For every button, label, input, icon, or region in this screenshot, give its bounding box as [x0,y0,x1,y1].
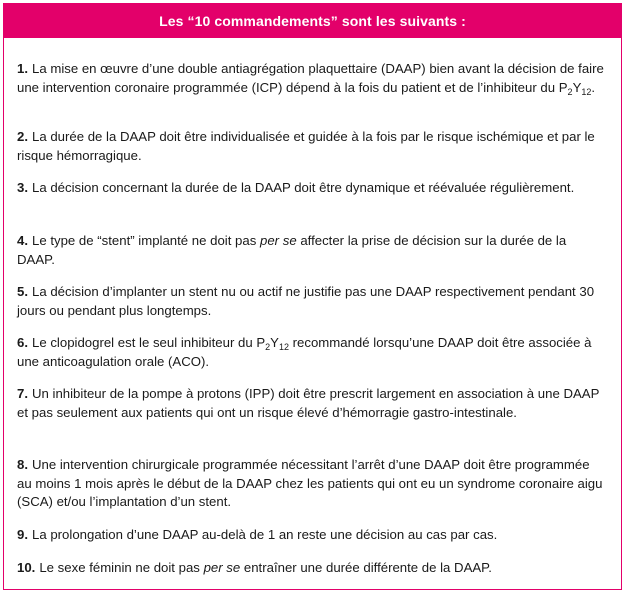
item-text: Le type de “stent” implanté ne doit pas [32,233,260,248]
item-number: 9. [17,527,28,542]
item-text: Un inhibiteur de la pompe à protons (IPP) doit être prescrit largement en association à une DAAP et pas seulement aux patients qui ont un risque élevé d’hémorragie gastro-intestinale. [17,386,600,420]
list-item [17,179,607,198]
item-text: . [591,79,596,95]
subscript: 2 [567,86,573,97]
item-text: La prolongation d’une DAAP au-delà de 1 an reste une décision au cas par cas. [32,527,498,542]
item-text: La décision d’implanter un stent nu ou actif ne justifie pas une DAAP respectivement pendant 30 jours ou pendant plus longtemps. [17,284,595,318]
item-text: Le sexe féminin ne doit pas [39,560,204,575]
item-text: recommandé lorsqu’une DAAP doit être associée à une anticoagulation orale (ACO). [17,335,592,369]
item-text: La durée de la DAAP doit être individualisée et guidée à la fois par le risque ischémique et par le risque hémorragique. [17,129,595,163]
list-item [17,283,607,320]
list-item [17,232,607,269]
box-header [4,4,621,38]
item-text: Une intervention chirurgicale programmée nécessitant l’arrêt d’une DAAP doit être programmée au moins 1 mois après le début de la DAAP chez les patients qui ont eu un syndrome coronaire aigu (SCA) et/ou l’implantation d’un stent. [17,457,603,509]
list-item [17,60,607,97]
item-text: affecter la prise de décision sur la durée de la DAAP. [17,233,567,267]
item-number: 4. [17,233,28,248]
item-text: Y [572,79,582,95]
item-text: Y [270,335,279,350]
list-item [17,334,607,371]
commandments-box [3,3,622,590]
item-number: 2. [17,129,28,144]
list-item [17,456,607,512]
list-item [17,128,607,165]
subscript: 12 [278,342,289,352]
list-item [17,559,607,578]
item-number: 5. [17,284,28,299]
subscript: 2 [265,342,271,352]
item-text: Le clopidogrel est le seul inhibiteur du P [32,335,266,350]
box-title: Les “10 commandements” sont les suivants : [159,13,466,29]
item-number: 10. [17,560,36,575]
item-italic: per se [203,560,241,575]
item-italic: per se [260,233,297,248]
item-text: La décision concernant la durée de la DAAP doit être dynamique et réévaluée régulièrement. [32,180,575,195]
item-number: 6. [17,335,28,350]
item-number: 7. [17,386,28,401]
item-text: entraîner une durée différente de la DAAP. [240,560,492,575]
item-number: 3. [17,180,28,195]
list-item [17,385,607,422]
list-item [17,526,607,545]
subscript: 12 [581,86,592,97]
item-number: 1. [17,61,28,76]
item-text: La mise en œuvre d’une double antiagrégation plaquettaire (DAAP) bien avant la décision de faire une intervention coronaire programmée (ICP) dépend à la fois du patient et de l’inhibiteur du P [17,61,604,95]
item-number: 8. [17,457,28,472]
